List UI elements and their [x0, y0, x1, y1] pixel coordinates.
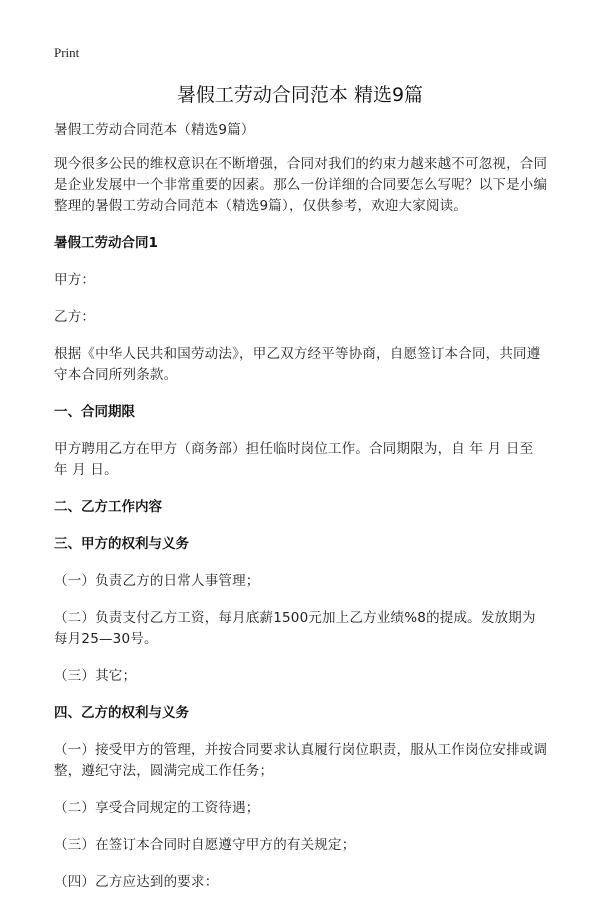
section-1-body: 甲方聘用乙方在甲方（商务部）担任临时岗位工作。合同期限为，自 年 月 日至 年 月 日。 [54, 441, 534, 478]
document-body [54, 120, 548, 909]
section-3-item-1: （一）负责乙方的日常人事管理； [54, 573, 260, 589]
contract-heading: 暑假工劳动合同1 [54, 235, 158, 251]
basis-paragraph: 根据《中华人民共和国劳动法》，甲乙双方经平等协商，自愿签订本合同，共同遵守本合同所列条款。 [54, 346, 541, 383]
party-a-line: 甲方： [54, 272, 96, 288]
section-4-item-4: （四）乙方应达到的要求： [54, 874, 219, 890]
section-3-item-3: （三）其它； [54, 668, 137, 684]
document-title: 暑假工劳动合同范本 精选9篇 [176, 84, 424, 106]
section-3-heading: 三、甲方的权利与义务 [54, 536, 189, 552]
section-4-item-1: （一）接受甲方的管理，并按合同要求认真履行岗位职责，服从工作岗位安排或调整，遵纪守法，圆满完成工作任务； [54, 742, 548, 779]
section-2-heading: 二、乙方工作内容 [54, 499, 162, 515]
section-3-item-2: （二）负责支付乙方工资，每月底薪1500元加上乙方业绩%8的提成。发放期为每月25—30号。 [54, 610, 536, 647]
document-subtitle: 暑假工劳动合同范本（精选9篇） [54, 122, 255, 138]
section-4-item-3: （三）在签订本合同时自愿遵守甲方的有关规定； [54, 837, 356, 853]
print-link[interactable]: Print [54, 45, 80, 60]
party-b-line: 乙方： [54, 309, 96, 325]
section-1-heading: 一、合同期限 [54, 404, 135, 420]
intro-paragraph: 现今很多公民的维权意识在不断增强，合同对我们的约束力越来越不可忽视，合同是企业发展中一个非常重要的因素。那么一份详细的合同要怎么写呢？以下是小编整理的暑假工劳动合同范本（精选9篇），仅供参考，欢迎大家阅读。 [54, 156, 548, 214]
section-4-item-2: （二）享受合同规定的工资待遇； [54, 800, 260, 816]
section-4-heading: 四、乙方的权利与义务 [54, 705, 189, 721]
